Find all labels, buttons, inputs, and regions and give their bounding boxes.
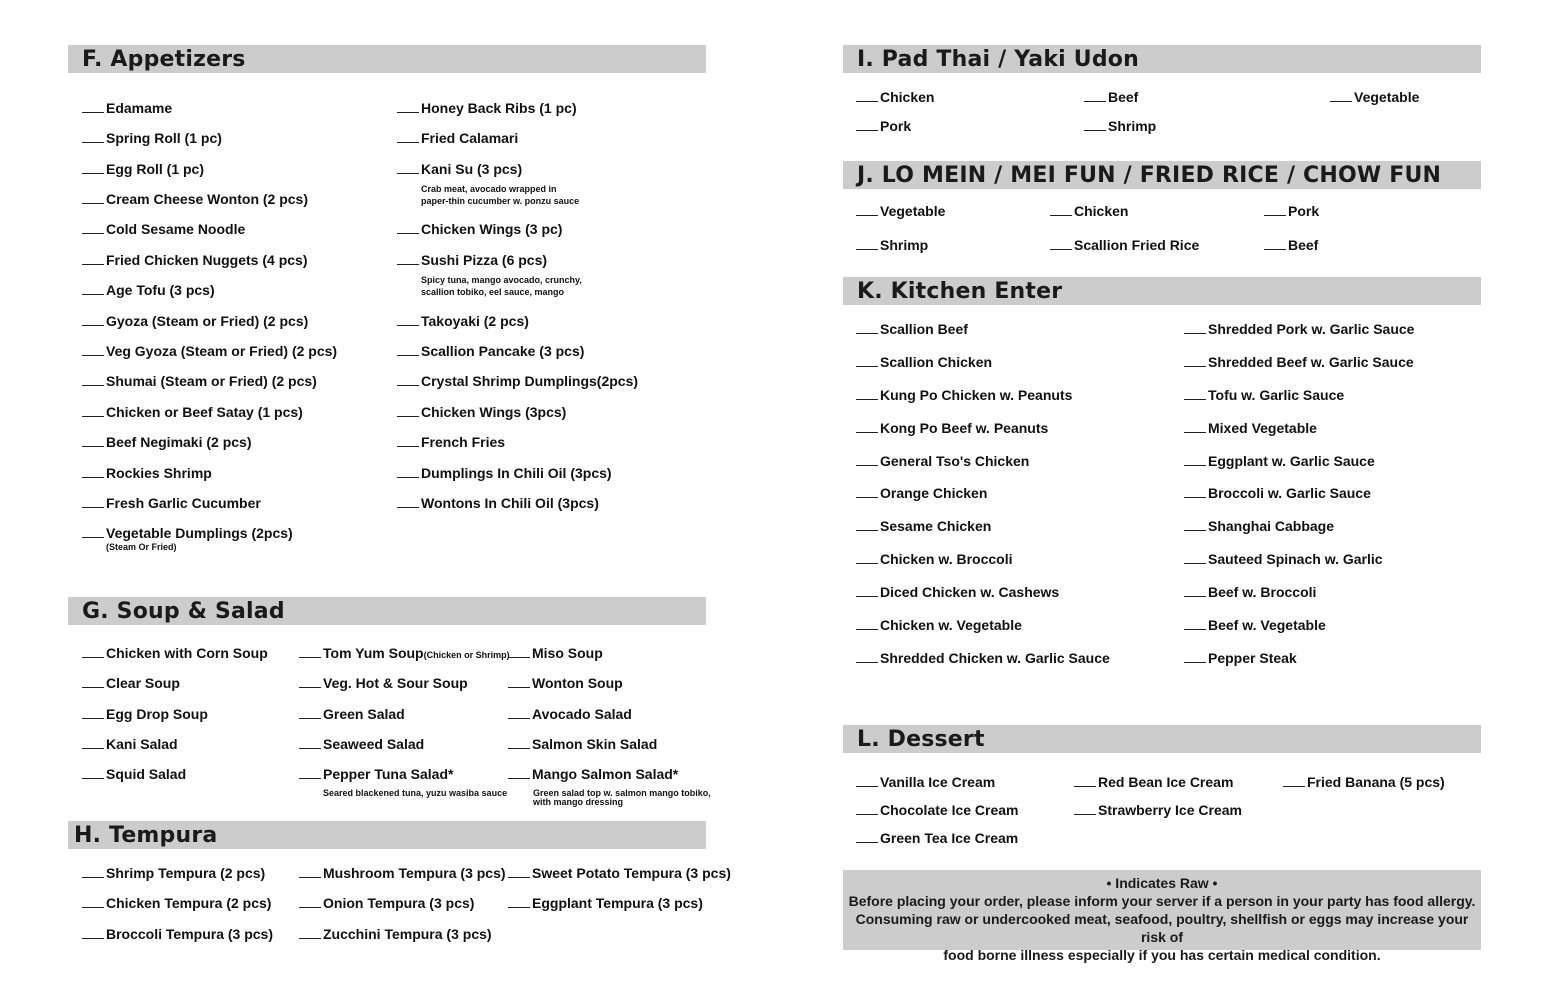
item-note: Crab meat, avocado wrapped in (421, 184, 557, 194)
order-blank[interactable] (856, 431, 878, 433)
order-blank[interactable] (82, 354, 104, 356)
menu-item[interactable]: Orange Chicken (856, 485, 987, 502)
menu-item[interactable]: Kani Salad (82, 736, 178, 753)
order-blank[interactable] (856, 248, 878, 250)
menu-item[interactable]: Vegetable (1330, 89, 1419, 106)
order-blank[interactable] (82, 717, 104, 719)
order-blank[interactable] (82, 906, 104, 908)
menu-item[interactable]: French Fries (397, 434, 505, 451)
menu-item[interactable]: Eggplant Tempura (3 pcs) (508, 895, 703, 912)
menu-item[interactable]: Vegetable Dumplings (2pcs) (82, 525, 293, 542)
menu-item[interactable]: Pork (856, 118, 911, 135)
order-blank[interactable] (856, 562, 878, 564)
menu-item[interactable]: Dumplings In Chili Oil (3pcs) (397, 465, 612, 482)
menu-item[interactable]: Chicken w. Vegetable (856, 617, 1022, 634)
menu-item[interactable]: Beef w. Vegetable (1184, 617, 1326, 634)
order-blank[interactable] (397, 476, 419, 478)
order-blank[interactable] (1184, 628, 1206, 630)
menu-item[interactable]: Strawberry Ice Cream (1074, 802, 1242, 819)
order-blank[interactable] (856, 496, 878, 498)
menu-item[interactable]: Fried Banana (5 pcs) (1283, 774, 1445, 791)
menu-item[interactable]: Cold Sesame Noodle (82, 221, 245, 238)
menu-item[interactable]: Takoyaki (2 pcs) (397, 313, 529, 330)
section-header-dessert (843, 725, 1481, 753)
order-blank[interactable] (82, 324, 104, 326)
menu-item[interactable]: Cream Cheese Wonton (2 pcs) (82, 191, 308, 208)
section-title-appetizers: F. Appetizers (82, 47, 246, 72)
menu-item[interactable]: Kong Po Beef w. Peanuts (856, 420, 1048, 437)
order-blank[interactable] (856, 529, 878, 531)
menu-item[interactable]: Shrimp Tempura (2 pcs) (82, 865, 265, 882)
item-note: Green salad top w. salmon mango tobiko, (533, 788, 711, 798)
section-header-kitchen-enter (843, 277, 1481, 305)
menu-item[interactable]: Scallion Fried Rice (1050, 237, 1199, 254)
menu-item[interactable]: Spring Roll (1 pc) (82, 130, 222, 147)
section-header-lo-mein (843, 161, 1481, 189)
order-blank[interactable] (856, 595, 878, 597)
order-blank[interactable] (299, 777, 321, 779)
order-blank[interactable] (1074, 785, 1096, 787)
order-blank[interactable] (82, 747, 104, 749)
order-blank[interactable] (1184, 661, 1206, 663)
menu-item[interactable]: Chicken Wings (3 pc) (397, 221, 562, 238)
order-blank[interactable] (82, 263, 104, 265)
order-blank[interactable] (82, 232, 104, 234)
item-note: paper-thin cucumber w. ponzu sauce (421, 196, 580, 206)
menu-item[interactable]: General Tso's Chicken (856, 453, 1029, 470)
menu-item[interactable]: Pepper Tuna Salad* (299, 766, 453, 783)
order-blank[interactable] (1184, 365, 1206, 367)
order-blank[interactable] (508, 906, 530, 908)
order-blank[interactable] (1184, 595, 1206, 597)
order-blank[interactable] (1184, 332, 1206, 334)
menu-item[interactable]: Egg Roll (1 pc) (82, 161, 204, 178)
order-blank[interactable] (397, 232, 419, 234)
item-note: scallion tobiko, eel sauce, mango (421, 287, 565, 297)
menu-item[interactable]: Green Tea Ice Cream (856, 830, 1018, 847)
section-header-pad-thai (843, 45, 1481, 73)
item-subnote: (Chicken or Shrimp) (423, 650, 510, 660)
order-blank[interactable] (397, 415, 419, 417)
menu-item[interactable]: Wontons In Chili Oil (3pcs) (397, 495, 599, 512)
order-blank[interactable] (508, 876, 530, 878)
order-blank[interactable] (299, 686, 321, 688)
order-blank[interactable] (1074, 813, 1096, 815)
menu-item[interactable]: Mixed Vegetable (1184, 420, 1317, 437)
order-blank[interactable] (856, 129, 878, 131)
order-blank[interactable] (397, 324, 419, 326)
menu-item[interactable]: Chicken w. Broccoli (856, 551, 1013, 568)
order-blank[interactable] (1050, 248, 1072, 250)
order-blank[interactable] (856, 813, 878, 815)
item-note: Seared blackened tuna, yuzu wasiba sauce (323, 788, 508, 798)
menu-item[interactable]: Chicken Tempura (2 pcs) (82, 895, 271, 912)
menu-item[interactable]: Pepper Steak (1184, 650, 1297, 667)
menu-item[interactable]: Chicken (856, 89, 934, 106)
order-blank[interactable] (856, 661, 878, 663)
menu-item[interactable]: Shredded Pork w. Garlic Sauce (1184, 321, 1414, 338)
menu-item[interactable]: Squid Salad (82, 766, 186, 783)
allergy-note-line: Consuming raw or undercooked meat, seafood, poultry, shellfish or eggs may increase your risk of (855, 911, 1469, 945)
order-blank[interactable] (82, 506, 104, 508)
menu-item[interactable]: Diced Chicken w. Cashews (856, 584, 1059, 601)
order-blank[interactable] (856, 785, 878, 787)
menu-item[interactable]: Veg Gyoza (Steam or Fried) (2 pcs) (82, 343, 337, 360)
menu-item[interactable]: Edamame (82, 100, 172, 117)
section-title-tempura: H. Tempura (74, 823, 218, 848)
order-blank[interactable] (82, 172, 104, 174)
menu-item[interactable]: Scallion Pancake (3 pcs) (397, 343, 584, 360)
section-header-soup-salad (68, 597, 706, 625)
menu-item[interactable]: Shredded Chicken w. Garlic Sauce (856, 650, 1110, 667)
order-blank[interactable] (82, 111, 104, 113)
section-title-lo-mein: J. LO MEIN / MEI FUN / FRIED RICE / CHOW FUN (857, 163, 1442, 188)
order-blank[interactable] (299, 876, 321, 878)
order-blank[interactable] (1264, 214, 1286, 216)
menu-item[interactable]: Tofu w. Garlic Sauce (1184, 387, 1344, 404)
order-blank[interactable] (82, 141, 104, 143)
order-blank[interactable] (299, 656, 321, 658)
order-blank[interactable] (508, 686, 530, 688)
order-blank[interactable] (508, 777, 530, 779)
order-blank[interactable] (299, 747, 321, 749)
order-blank[interactable] (397, 384, 419, 386)
order-blank[interactable] (82, 476, 104, 478)
order-blank[interactable] (397, 354, 419, 356)
order-blank[interactable] (1184, 464, 1206, 466)
menu-item[interactable]: Seaweed Salad (299, 736, 424, 753)
menu-item[interactable]: Red Bean Ice Cream (1074, 774, 1233, 791)
menu-item[interactable]: Honey Back Ribs (1 pc) (397, 100, 577, 117)
item-note: (Steam Or Fried) (106, 542, 177, 552)
menu-item[interactable]: Beef w. Broccoli (1184, 584, 1316, 601)
menu-item[interactable]: Mushroom Tempura (3 pcs) (299, 865, 506, 882)
order-blank[interactable] (299, 906, 321, 908)
menu-item[interactable]: Tom Yum Soup(Chicken or Shrimp) (299, 645, 510, 664)
menu-item[interactable]: Chicken with Corn Soup (82, 645, 268, 662)
item-note: Spicy tuna, mango avocado, crunchy, (421, 275, 582, 285)
order-blank[interactable] (508, 747, 530, 749)
order-blank[interactable] (1283, 785, 1305, 787)
order-blank[interactable] (856, 365, 878, 367)
menu-item[interactable]: Mango Salmon Salad* (508, 766, 678, 783)
menu-item[interactable]: Vegetable (856, 203, 945, 220)
allergy-note-line: Before placing your order, please inform your server if a person in your party has food allergy. (848, 893, 1476, 909)
section-title-kitchen-enter: K. Kitchen Enter (857, 279, 1063, 304)
menu-item[interactable]: Shanghai Cabbage (1184, 518, 1334, 535)
menu-item[interactable]: Sushi Pizza (6 pcs) (397, 252, 547, 269)
order-blank[interactable] (82, 384, 104, 386)
menu-item[interactable]: Onion Tempura (3 pcs) (299, 895, 474, 912)
menu-item[interactable]: Fresh Garlic Cucumber (82, 495, 261, 512)
order-blank[interactable] (1184, 431, 1206, 433)
menu-item[interactable]: Miso Soup (508, 645, 603, 662)
menu-item[interactable]: Gyoza (Steam or Fried) (2 pcs) (82, 313, 308, 330)
menu-item[interactable]: Crystal Shrimp Dumplings(2pcs) (397, 373, 638, 390)
menu-item[interactable]: Chicken (1050, 203, 1128, 220)
order-blank[interactable] (82, 536, 104, 538)
menu-item[interactable]: Sauteed Spinach w. Garlic (1184, 551, 1383, 568)
menu-item[interactable]: Avocado Salad (508, 706, 632, 723)
order-blank[interactable] (82, 876, 104, 878)
menu-item[interactable]: Beef (1084, 89, 1138, 106)
menu-item[interactable]: Clear Soup (82, 675, 180, 692)
menu-item[interactable]: Fried Chicken Nuggets (4 pcs) (82, 252, 307, 269)
menu-item[interactable]: Chocolate Ice Cream (856, 802, 1019, 819)
allergy-notice (843, 870, 1481, 963)
menu-item[interactable]: Vanilla Ice Cream (856, 774, 995, 791)
order-blank[interactable] (856, 214, 878, 216)
raw-indicator-note: • Indicates Raw • (1106, 875, 1218, 891)
menu-item[interactable]: Eggplant w. Garlic Sauce (1184, 453, 1375, 470)
menu-item[interactable]: Shrimp (856, 237, 928, 254)
order-blank[interactable] (397, 445, 419, 447)
order-blank[interactable] (82, 293, 104, 295)
menu-item[interactable]: Salmon Skin Salad (508, 736, 657, 753)
menu-item[interactable]: Beef (1264, 237, 1318, 254)
menu-item[interactable]: Fried Calamari (397, 130, 518, 147)
menu-item[interactable]: Scallion Chicken (856, 354, 992, 371)
menu-item[interactable]: Broccoli w. Garlic Sauce (1184, 485, 1371, 502)
order-blank[interactable] (1184, 496, 1206, 498)
allergy-note-line: food borne illness especially if you has certain medical condition. (943, 947, 1381, 963)
menu-item[interactable]: Chicken Wings (3pcs) (397, 404, 566, 421)
menu-item[interactable]: Veg. Hot & Sour Soup (299, 675, 468, 692)
menu-item[interactable]: Kung Po Chicken w. Peanuts (856, 387, 1072, 404)
order-blank[interactable] (397, 263, 419, 265)
order-blank[interactable] (1184, 398, 1206, 400)
order-blank[interactable] (82, 202, 104, 204)
menu-item[interactable]: Age Tofu (3 pcs) (82, 282, 215, 299)
order-blank[interactable] (82, 656, 104, 658)
order-blank[interactable] (1050, 214, 1072, 216)
order-blank[interactable] (82, 415, 104, 417)
menu-item[interactable]: Rockies Shrimp (82, 465, 212, 482)
order-blank[interactable] (299, 717, 321, 719)
menu-item[interactable]: Broccoli Tempura (3 pcs) (82, 926, 273, 943)
section-title-dessert: L. Dessert (857, 727, 985, 752)
order-blank[interactable] (1084, 129, 1106, 131)
order-blank[interactable] (82, 937, 104, 939)
menu-item[interactable]: Sesame Chicken (856, 518, 991, 535)
menu-item[interactable]: Green Salad (299, 706, 405, 723)
order-blank[interactable] (82, 445, 104, 447)
order-blank[interactable] (1330, 100, 1352, 102)
order-blank[interactable] (397, 141, 419, 143)
menu-item[interactable]: Shredded Beef w. Garlic Sauce (1184, 354, 1414, 371)
menu-item[interactable]: Scallion Beef (856, 321, 968, 338)
order-blank[interactable] (1084, 100, 1106, 102)
section-header-appetizers (68, 45, 706, 73)
order-blank[interactable] (856, 464, 878, 466)
item-note: with mango dressing (533, 797, 624, 807)
order-blank[interactable] (856, 332, 878, 334)
order-blank[interactable] (1184, 562, 1206, 564)
menu-item[interactable]: Egg Drop Soup (82, 706, 208, 723)
order-blank[interactable] (856, 628, 878, 630)
menu-item[interactable]: Kani Su (3 pcs) (397, 161, 522, 178)
menu-item[interactable]: Shrimp (1084, 118, 1156, 135)
order-blank[interactable] (1184, 529, 1206, 531)
order-blank[interactable] (856, 100, 878, 102)
order-blank[interactable] (397, 506, 419, 508)
menu-item[interactable]: Wonton Soup (508, 675, 623, 692)
section-header-tempura (68, 821, 706, 849)
order-blank[interactable] (856, 841, 878, 843)
section-title-soup-salad: G. Soup & Salad (82, 599, 285, 624)
menu-item[interactable]: Pork (1264, 203, 1319, 220)
menu-item[interactable]: Zucchini Tempura (3 pcs) (299, 926, 492, 943)
order-blank[interactable] (856, 398, 878, 400)
order-blank[interactable] (82, 777, 104, 779)
order-blank[interactable] (508, 717, 530, 719)
menu-item[interactable]: Shumai (Steam or Fried) (2 pcs) (82, 373, 317, 390)
menu-item[interactable]: Beef Negimaki (2 pcs) (82, 434, 252, 451)
order-blank[interactable] (299, 937, 321, 939)
order-blank[interactable] (1264, 248, 1286, 250)
order-blank[interactable] (508, 656, 530, 658)
order-blank[interactable] (397, 172, 419, 174)
order-blank[interactable] (82, 686, 104, 688)
order-blank[interactable] (397, 111, 419, 113)
section-title-pad-thai: I. Pad Thai / Yaki Udon (857, 47, 1139, 72)
menu-item[interactable]: Sweet Potato Tempura (3 pcs) (508, 865, 731, 882)
menu-item[interactable]: Chicken or Beef Satay (1 pcs) (82, 404, 303, 421)
